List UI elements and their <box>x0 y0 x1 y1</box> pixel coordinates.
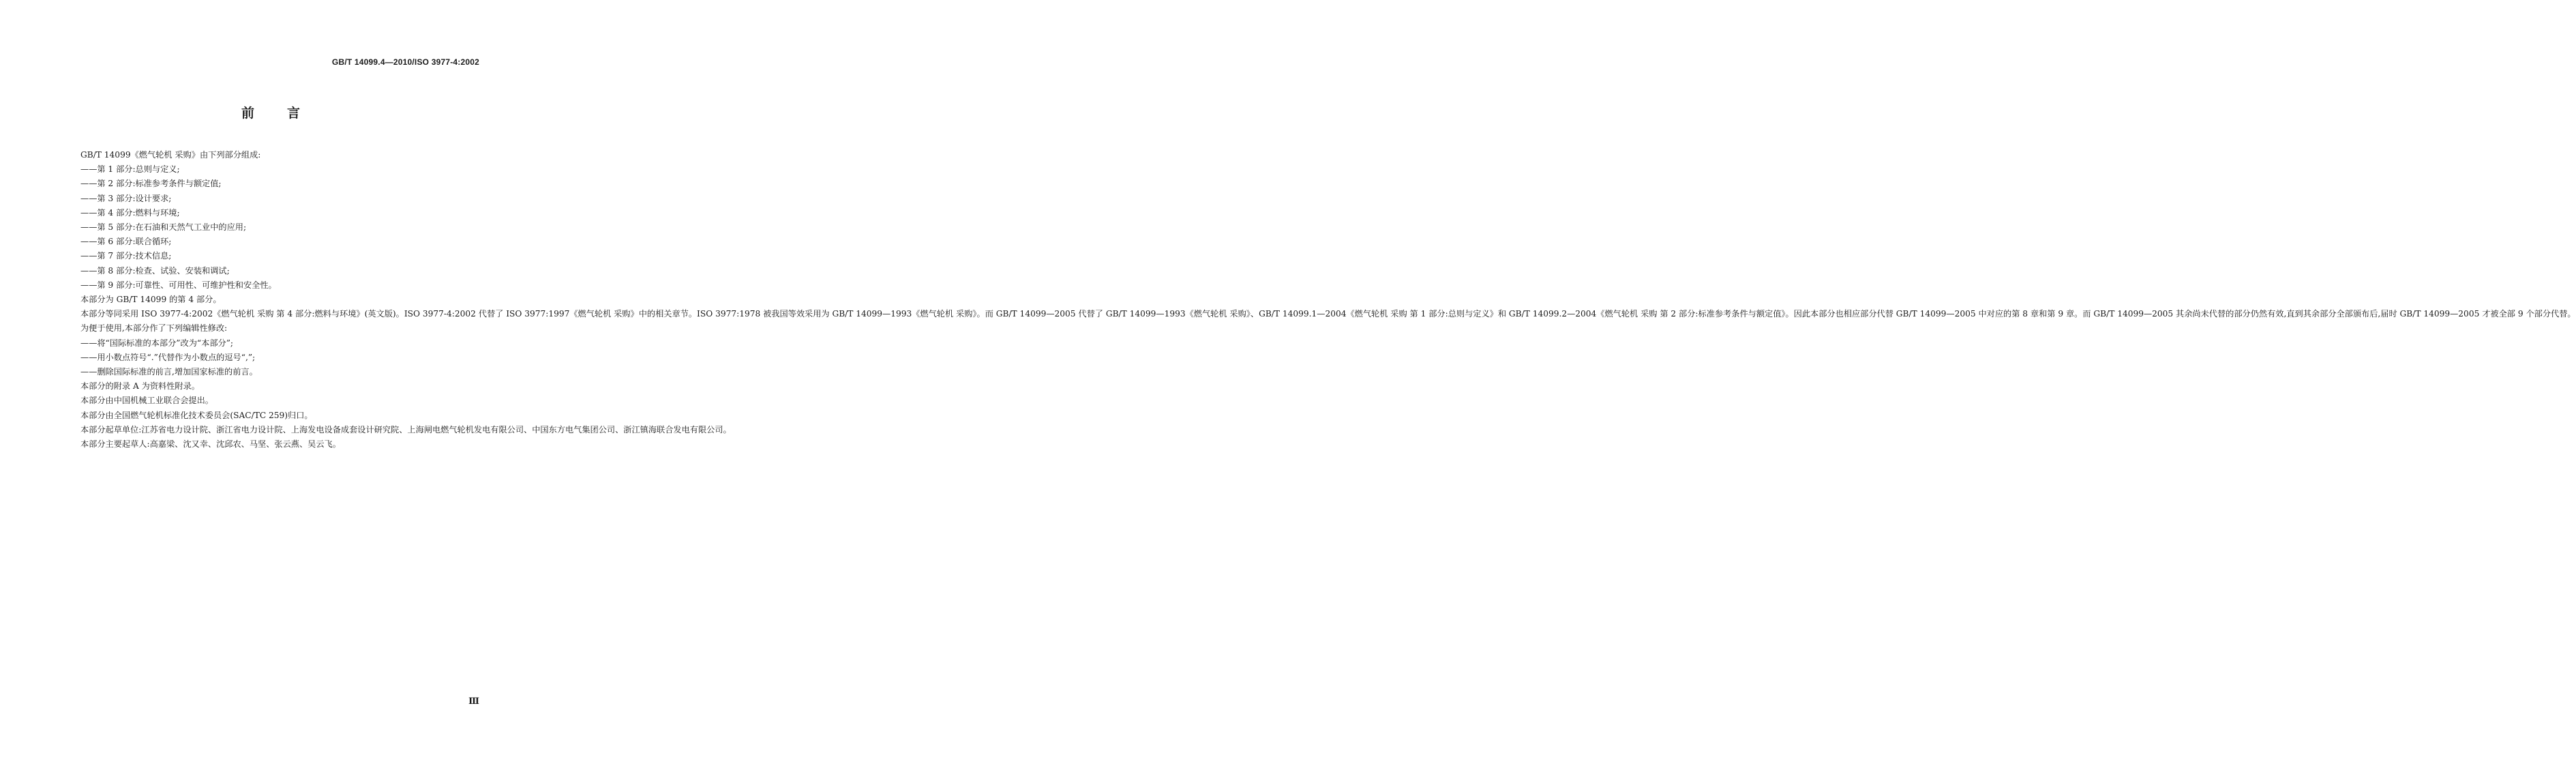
editorial-change-1: ——将“国际标准的本部分”改为“本部分”; <box>80 338 234 348</box>
proposed-by: 本部分由中国机械工业联合会提出。 <box>80 396 213 406</box>
list-item-part-7: ——第 7 部分:技术信息; <box>80 251 172 261</box>
editorial-change-2: ——用小数点符号“.”代替作为小数点的逗号“,”; <box>80 352 256 362</box>
list-item-part-2: ——第 2 部分:标准参考条件与额定值; <box>80 179 222 189</box>
intro-line: GB/T 14099《燃气轮机 采购》由下列部分组成: <box>80 150 261 160</box>
list-item-part-6: ——第 6 部分:联合循环; <box>80 237 172 247</box>
annex-statement: 本部分的附录 A 为资料性附录。 <box>80 381 200 392</box>
list-item-part-8: ——第 8 部分:检查、试验、安装和调试; <box>80 265 230 276</box>
standard-number-header: GB/T 14099.4—2010/ISO 3977-4:2002 <box>331 57 479 67</box>
adoption-paragraph: 本部分等同采用 ISO 3977-4:2002《燃气轮机 采购 第 4 部分:燃料与环境》(英文版)。ISO 3977-4:2002 代替了 ISO 3977:1997《燃气轮机 采购》中的相关章节。ISO 3977:1978 被我国等效采用为 GB/T 14099—1993《燃气轮机 采购》。而 GB/T 14099—2005 代替了 GB/T 14099—1993《燃气轮机 采购》、GB/T 14099.1—2004《燃气轮机 采购 第 1 部分:总则与定义》和 GB/T 14099.2—2004《燃气轮机 采购 第 2 部分:标准参考条件与额定值》。因此本部分也相应部分代替 GB/T 14099—2005 中对应的第 8 章和第 9 章。而 GB/T 14099—2005 其余尚未代替的部分仍然有效,直到其余部分全部颁布后,届时 GB/T 14099—2005 才被全部 9 个部分代替。 <box>80 309 2576 319</box>
list-item-part-5: ——第 5 部分:在石油和天然气工业中的应用; <box>80 222 247 233</box>
editorial-intro: 为便于使用,本部分作了下列编辑性修改: <box>80 323 228 334</box>
drafters: 本部分主要起草人:高嘉梁、沈又幸、沈邱农、马坚、张云燕、吴云飞。 <box>80 439 341 450</box>
foreword-body <box>61 148 2576 452</box>
page-title: 前言 <box>241 106 333 121</box>
part-statement: 本部分为 GB/T 14099 的第 4 部分。 <box>80 295 222 305</box>
editorial-change-3: ——删除国际标准的前言,增加国家标准的前言。 <box>80 367 258 377</box>
list-item-part-4: ——第 4 部分:燃料与环境; <box>80 207 180 218</box>
page-number: Ⅲ <box>468 696 479 706</box>
list-item-part-3: ——第 3 部分:设计要求; <box>80 193 172 203</box>
centralized-by: 本部分由全国燃气轮机标准化技术委员会(SAC/TC 259)归口。 <box>80 410 313 420</box>
drafting-units: 本部分起草单位:江苏省电力设计院、浙江省电力设计院、上海发电设备成套设计研究院、上海闸电燃气轮机发电有限公司、中国东方电气集团公司、浙江镇海联合发电有限公司。 <box>80 424 732 434</box>
list-item-part-1: ——第 1 部分:总则与定义; <box>80 164 180 175</box>
list-item-part-9: ——第 9 部分:可靠性、可用性、可维护性和安全性。 <box>80 280 277 290</box>
